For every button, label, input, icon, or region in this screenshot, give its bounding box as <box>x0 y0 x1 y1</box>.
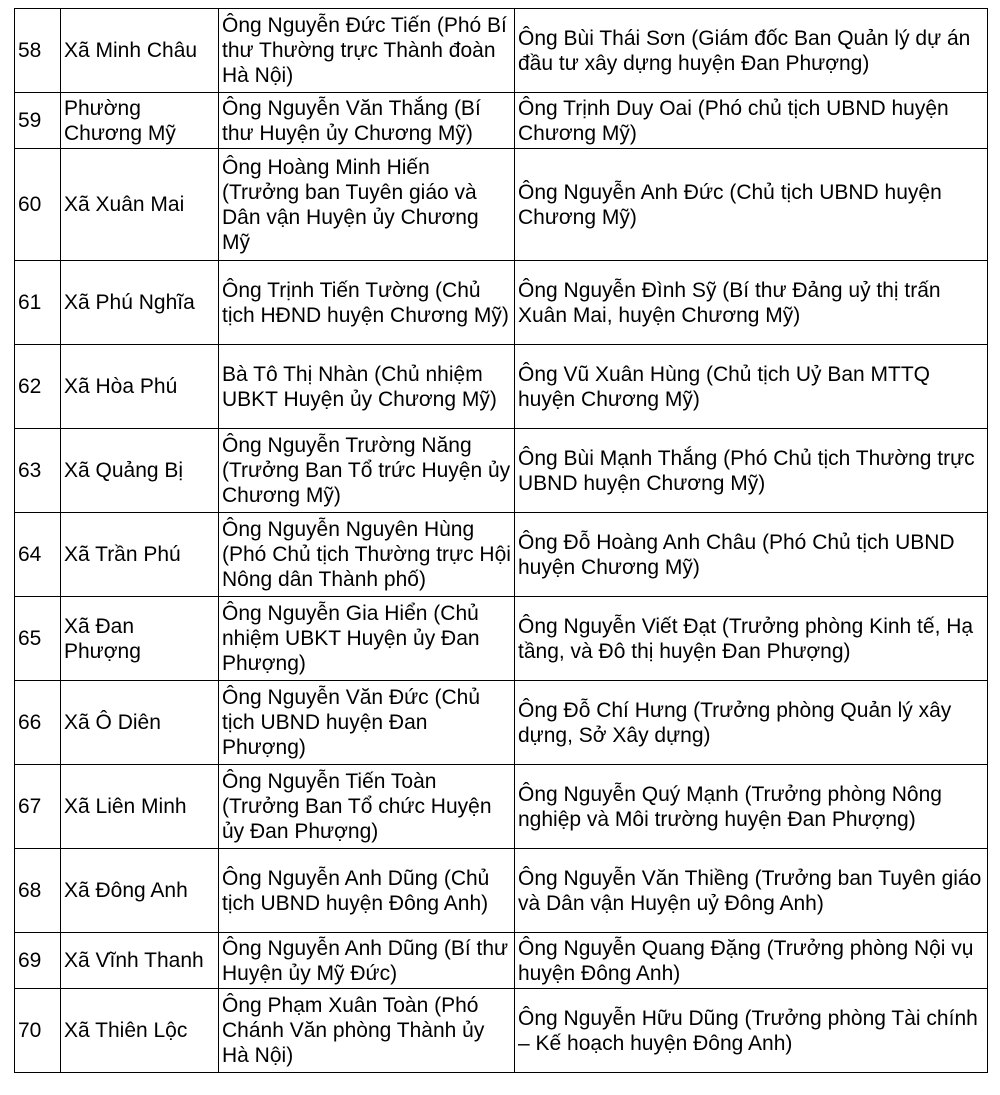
table-row <box>15 261 988 345</box>
deputy-official: Ông Nguyễn Quý Mạnh (Trưởng phòng Nông nghiệp và Môi trường huyện Đan Phượng) <box>515 765 988 849</box>
head-official: Ông Nguyễn Tiến Toàn (Trưởng Ban Tổ chức Huyện ủy Đan Phượng) <box>219 765 515 849</box>
head-official: Ông Phạm Xuân Toàn (Phó Chánh Văn phòng Thành ủy Hà Nội) <box>219 989 515 1073</box>
head-official: Ông Nguyễn Anh Dũng (Chủ tịch UBND huyện Đông Anh) <box>219 849 515 933</box>
head-official: Ông Trịnh Tiến Tường (Chủ tịch HĐND huyện Chương Mỹ) <box>219 261 515 345</box>
row-number: 58 <box>15 9 61 93</box>
unit-name: Xã Trần Phú <box>61 513 219 597</box>
deputy-official: Ông Bùi Thái Sơn (Giám đốc Ban Quản lý dự án đầu tư xây dựng huyện Đan Phượng) <box>515 9 988 93</box>
head-official: Ông Nguyễn Gia Hiển (Chủ nhiệm UBKT Huyện ủy Đan Phượng) <box>219 597 515 681</box>
deputy-official: Ông Nguyễn Viết Đạt (Trưởng phòng Kinh tế, Hạ tầng, và Đô thị huyện Đan Phượng) <box>515 597 988 681</box>
row-number: 62 <box>15 345 61 429</box>
head-official: Ông Nguyễn Đức Tiến (Phó Bí thư Thường trực Thành đoàn Hà Nội) <box>219 9 515 93</box>
table-row <box>15 513 988 597</box>
head-official: Bà Tô Thị Nhàn (Chủ nhiệm UBKT Huyện ủy Chương Mỹ) <box>219 345 515 429</box>
unit-name: Xã Liên Minh <box>61 765 219 849</box>
unit-name: Xã Minh Châu <box>61 9 219 93</box>
deputy-official: Ông Nguyễn Hữu Dũng (Trưởng phòng Tài chính – Kế hoạch huyện Đông Anh) <box>515 989 988 1073</box>
deputy-official: Ông Đỗ Chí Hưng (Trưởng phòng Quản lý xây dựng, Sở Xây dựng) <box>515 681 988 765</box>
row-number: 64 <box>15 513 61 597</box>
unit-name: Xã Đan Phượng <box>61 597 219 681</box>
head-official: Ông Nguyễn Trường Năng (Trưởng Ban Tổ trức Huyện ủy Chương Mỹ) <box>219 429 515 513</box>
deputy-official: Ông Bùi Mạnh Thắng (Phó Chủ tịch Thường trực UBND huyện Chương Mỹ) <box>515 429 988 513</box>
row-number: 63 <box>15 429 61 513</box>
unit-name: Phường Chương Mỹ <box>61 93 219 149</box>
officials-table <box>14 8 988 1073</box>
table-row <box>15 989 988 1073</box>
unit-name: Xã Xuân Mai <box>61 149 219 261</box>
head-official: Ông Nguyễn Anh Dũng (Bí thư Huyện ủy Mỹ Đức) <box>219 933 515 989</box>
deputy-official: Ông Nguyễn Quang Đặng (Trưởng phòng Nội vụ huyện Đông Anh) <box>515 933 988 989</box>
officials-table-body <box>15 9 988 1073</box>
row-number: 65 <box>15 597 61 681</box>
unit-name: Xã Thiên Lộc <box>61 989 219 1073</box>
unit-name: Xã Hòa Phú <box>61 345 219 429</box>
table-row <box>15 9 988 93</box>
unit-name: Xã Quảng Bị <box>61 429 219 513</box>
table-row <box>15 765 988 849</box>
row-number: 60 <box>15 149 61 261</box>
row-number: 68 <box>15 849 61 933</box>
row-number: 66 <box>15 681 61 765</box>
table-row <box>15 345 988 429</box>
deputy-official: Ông Vũ Xuân Hùng (Chủ tịch Uỷ Ban MTTQ huyện Chương Mỹ) <box>515 345 988 429</box>
row-number: 61 <box>15 261 61 345</box>
deputy-official: Ông Đỗ Hoàng Anh Châu (Phó Chủ tịch UBND huyện Chương Mỹ) <box>515 513 988 597</box>
unit-name: Xã Đông Anh <box>61 849 219 933</box>
table-row <box>15 681 988 765</box>
head-official: Ông Nguyễn Văn Thắng (Bí thư Huyện ủy Chương Mỹ) <box>219 93 515 149</box>
unit-name: Xã Phú Nghĩa <box>61 261 219 345</box>
row-number: 59 <box>15 93 61 149</box>
deputy-official: Ông Nguyễn Văn Thiềng (Trưởng ban Tuyên giáo và Dân vận Huyện uỷ Đông Anh) <box>515 849 988 933</box>
head-official: Ông Nguyễn Văn Đức (Chủ tịch UBND huyện Đan Phượng) <box>219 681 515 765</box>
deputy-official: Ông Nguyễn Đình Sỹ (Bí thư Đảng uỷ thị trấn Xuân Mai, huyện Chương Mỹ) <box>515 261 988 345</box>
table-row <box>15 597 988 681</box>
deputy-official: Ông Nguyễn Anh Đức (Chủ tịch UBND huyện Chương Mỹ) <box>515 149 988 261</box>
table-row <box>15 149 988 261</box>
table-row <box>15 429 988 513</box>
unit-name: Xã Vĩnh Thanh <box>61 933 219 989</box>
row-number: 69 <box>15 933 61 989</box>
table-row <box>15 849 988 933</box>
head-official: Ông Nguyễn Nguyên Hùng (Phó Chủ tịch Thường trực Hội Nông dân Thành phố) <box>219 513 515 597</box>
unit-name: Xã Ô Diên <box>61 681 219 765</box>
deputy-official: Ông Trịnh Duy Oai (Phó chủ tịch UBND huyện Chương Mỹ) <box>515 93 988 149</box>
table-row <box>15 93 988 149</box>
row-number: 67 <box>15 765 61 849</box>
head-official: Ông Hoàng Minh Hiến (Trưởng ban Tuyên giáo và Dân vận Huyện ủy Chương Mỹ <box>219 149 515 261</box>
table-row <box>15 933 988 989</box>
row-number: 70 <box>15 989 61 1073</box>
